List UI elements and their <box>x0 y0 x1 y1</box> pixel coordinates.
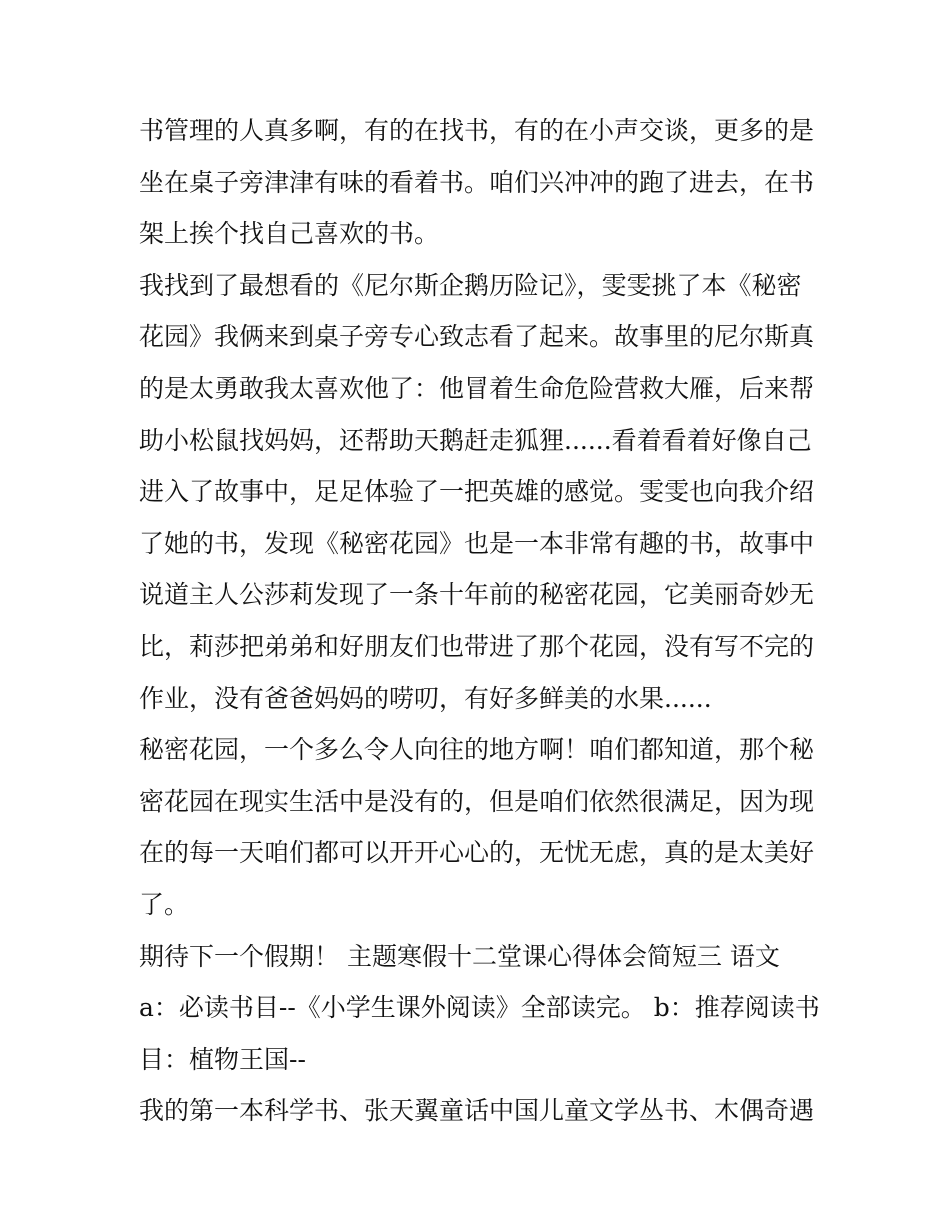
text-line: 期待下一个假期！ 主题寒假十二堂课心得体会简短三 语文 <box>139 941 780 971</box>
text-line: 架上挨个找自己喜欢的书。 <box>139 219 440 249</box>
text-line: 密花园在现实生活中是没有的，但是咱们依然很满足，因为现 <box>139 786 815 816</box>
text-line: 书管理的人真多啊，有的在找书，有的在小声交谈，更多的是 <box>139 116 815 145</box>
text-line: 说道主人公莎莉发现了一条十年前的秘密花园，它美丽奇妙无 <box>139 580 815 610</box>
text-line: 我的第一本科学书、张天翼童话中国儿童文学丛书、木偶奇遇 <box>139 1096 815 1126</box>
text-line: 了。 <box>139 889 190 919</box>
text-line: 花园》我俩来到桌子旁专心致志看了起来。故事里的尼尔斯真 <box>139 322 815 352</box>
text-line: 我找到了最想看的《尼尔斯企鹅历险记》，雯雯挑了本《秘密 <box>139 270 802 300</box>
text-line: 了她的书，发现《秘密花园》也是一本非常有趣的书，故事中 <box>139 528 815 558</box>
body-text <box>139 105 819 1137</box>
text-line: 作业，没有爸爸妈妈的唠叨，有好多鲜美的水果...... <box>139 683 712 713</box>
text-line: 目：植物王国-- <box>139 1044 306 1074</box>
text-line: 的是太勇敢我太喜欢他了：他冒着生命危险营救大雁，后来帮 <box>139 373 815 403</box>
text-line: a：必读书目--《小学生课外阅读》全部读完。 b：推荐阅读书 <box>139 993 820 1023</box>
text-line: 在的每一天咱们都可以开开心心的，无忧无虑，真的是太美好 <box>139 838 815 868</box>
text-line: 助小松鼠找妈妈，还帮助天鹅赶走狐狸......看着看着好像自己 <box>139 425 812 455</box>
text-line: 进入了故事中，足足体验了一把英雄的感觉。雯雯也向我介绍 <box>139 477 815 507</box>
text-line: 比，莉莎把弟弟和好朋友们也带进了那个花园，没有写不完的 <box>139 631 815 661</box>
text-line: 秘密花园，一个多么令人向往的地方啊！咱们都知道，那个秘 <box>139 735 815 765</box>
text-line: 坐在桌子旁津津有味的看着书。咱们兴冲冲的跑了进去，在书 <box>139 167 815 197</box>
